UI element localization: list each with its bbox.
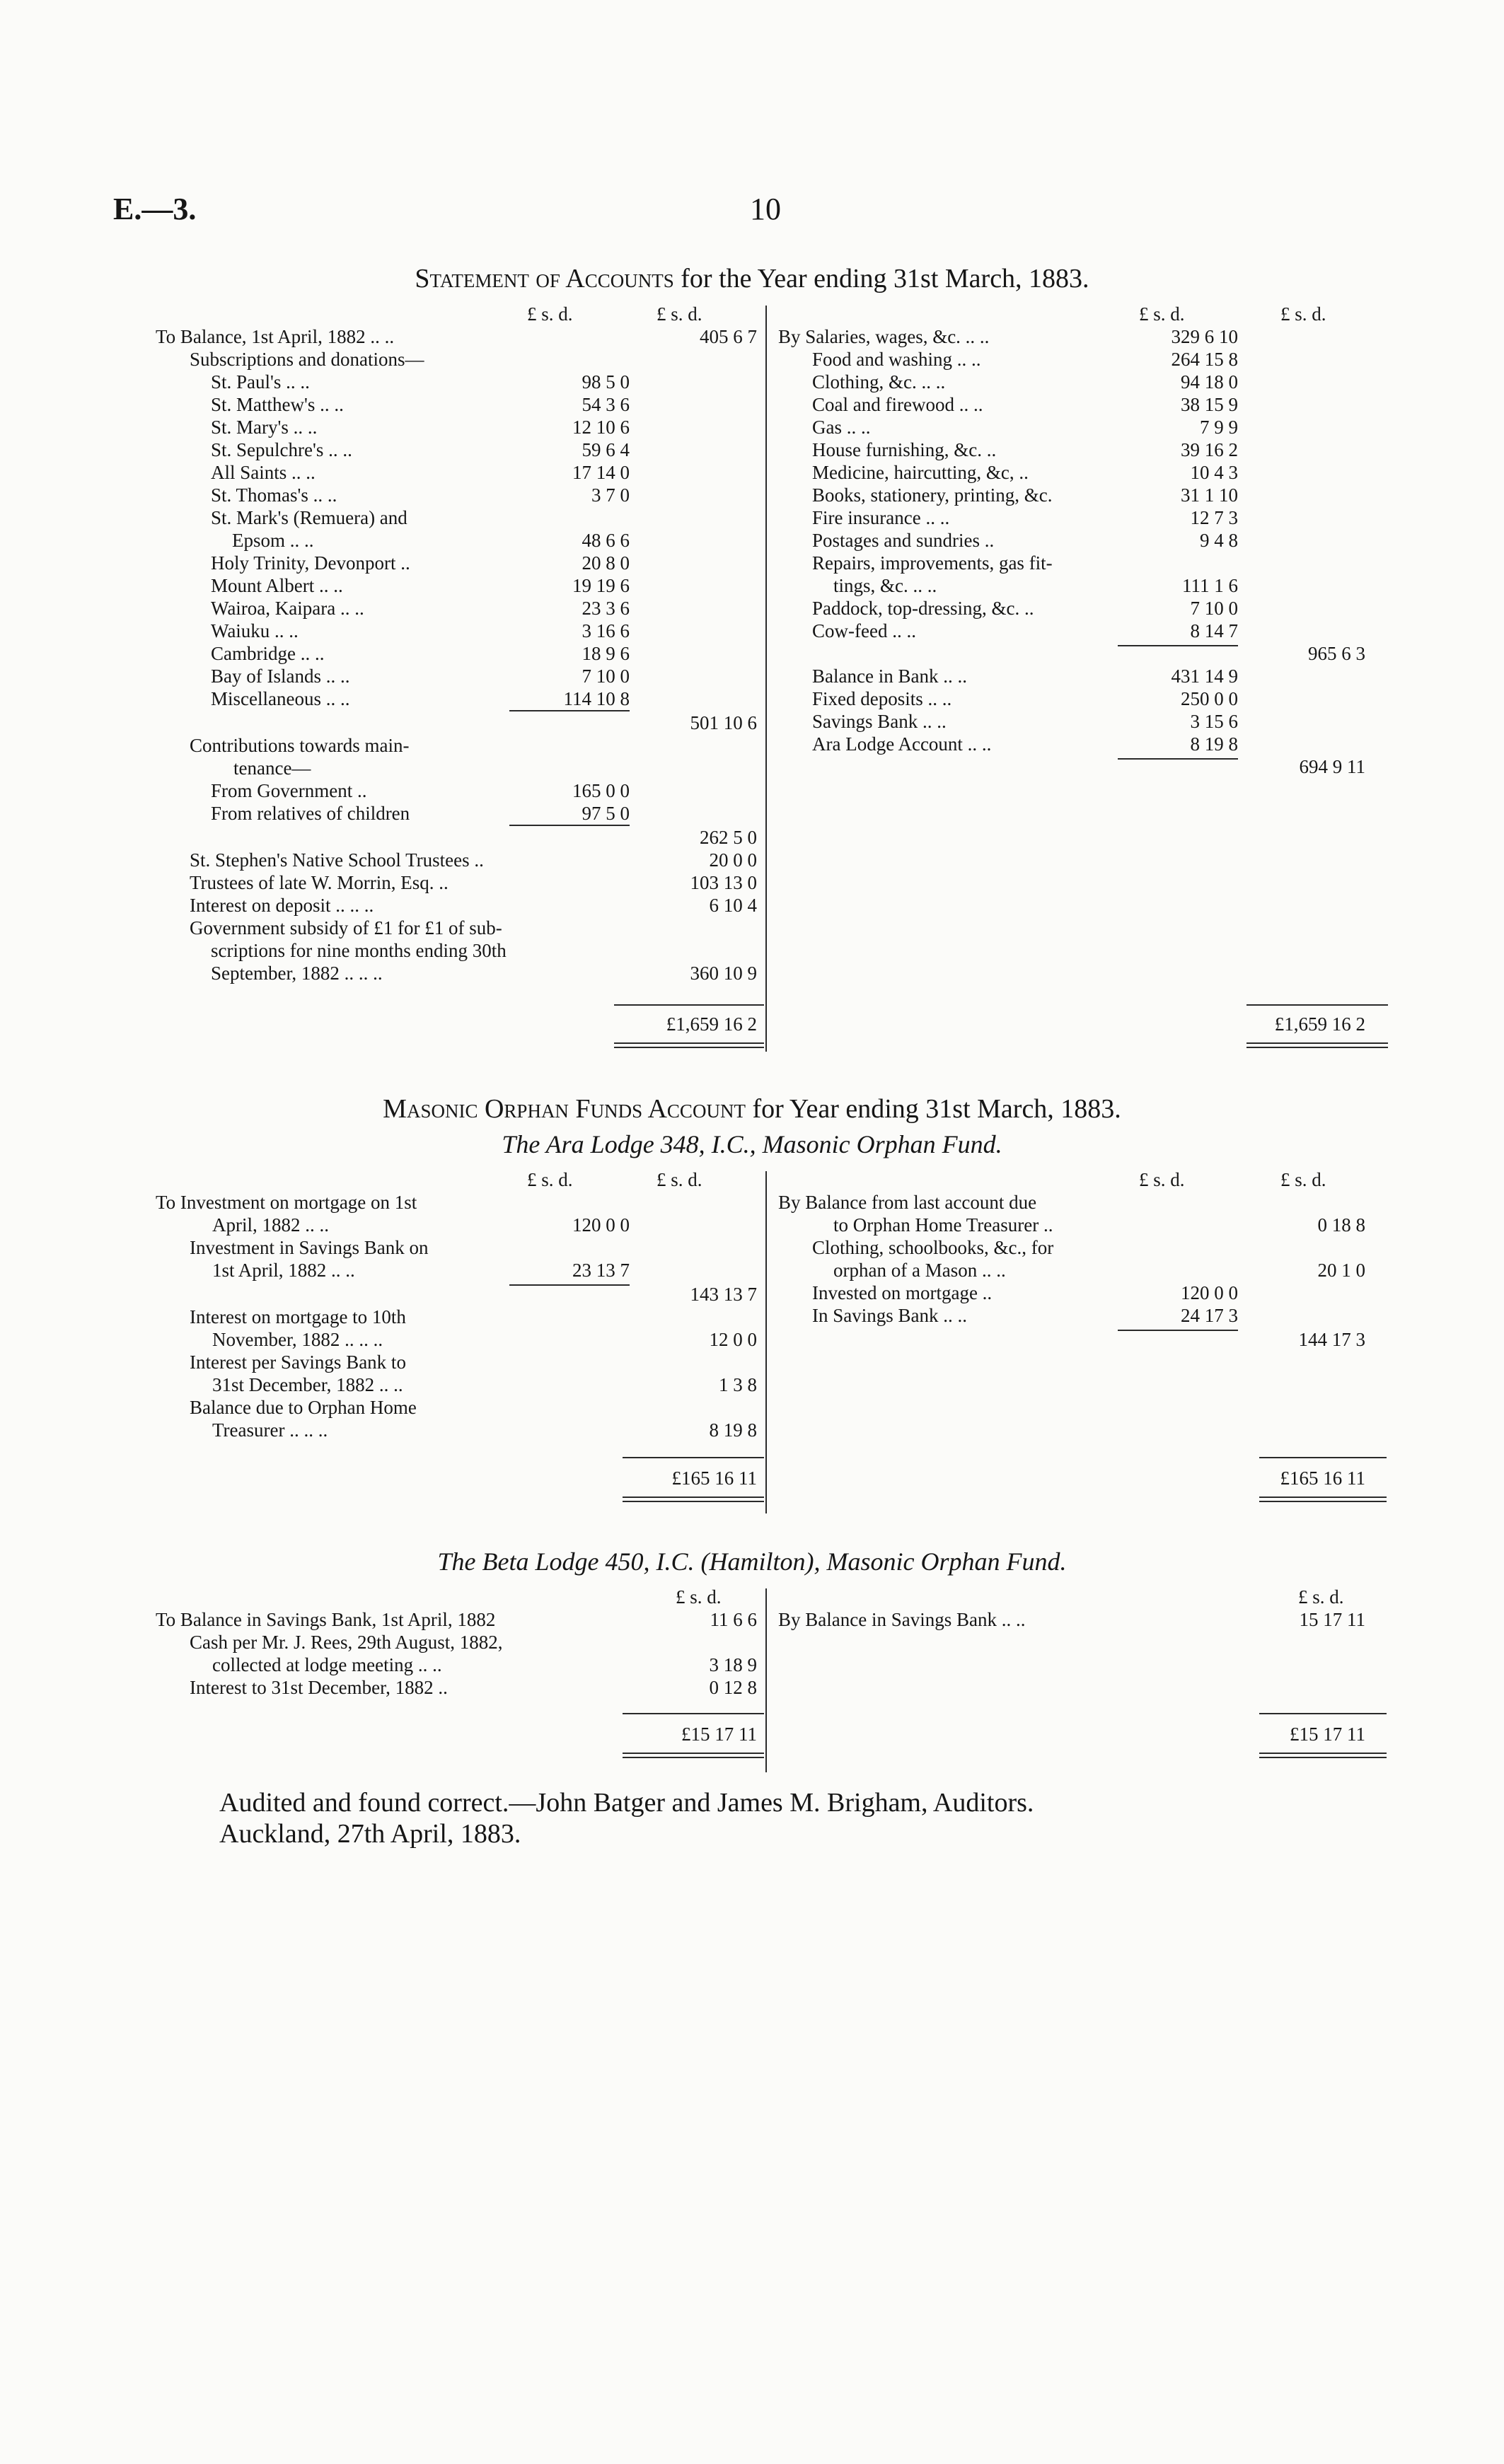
rule	[509, 710, 630, 711]
col-header-left-2: £ s. d.	[656, 303, 702, 325]
sub-amount: 54 3 6	[582, 394, 630, 415]
rule	[1118, 1330, 1238, 1331]
double-rule	[1259, 1753, 1387, 1758]
ara-int1-label: Interest on mortgage to 10th	[190, 1306, 406, 1327]
ara-right-total: £165 16 11	[1280, 1468, 1365, 1489]
balance-label: Ara Lodge Account .. ..	[812, 733, 992, 755]
balance-label: Balance in Bank .. ..	[812, 666, 967, 687]
cowfeed-label: Cow-feed .. ..	[812, 620, 916, 641]
expense-amount: 264 15 8	[1171, 349, 1238, 370]
expense-label: Medicine, haircutting, &c, ..	[812, 462, 1029, 483]
subsidy-label: Government subsidy of £1 for £1 of sub-	[190, 917, 502, 938]
col-header-left: £ s. d.	[676, 1586, 722, 1608]
sub-label: Cambridge .. ..	[211, 643, 325, 664]
ara-lodge-title: The Ara Lodge 348, I.C., Masonic Orphan Fund.	[502, 1130, 1002, 1158]
balance-amount: 3 15 6	[1190, 711, 1238, 732]
beta-l1-amount: 11 6 6	[710, 1609, 757, 1630]
balance-amount: 8 19 8	[1190, 733, 1238, 755]
statement-divider	[765, 306, 767, 1052]
balance-amount: 250 0 0	[1181, 688, 1238, 709]
sub-amount: 23 3 6	[582, 598, 630, 619]
cowfeed-amount: 8 14 7	[1190, 620, 1238, 641]
beta-right-total: £15 17 11	[1290, 1724, 1365, 1745]
sub-amount: 7 10 0	[582, 666, 630, 687]
other-label: Interest on deposit .. .. ..	[190, 895, 374, 916]
sub-amount: 48 6 6	[582, 530, 630, 551]
ara-inv-total: 143 13 7	[690, 1284, 757, 1305]
ara-b4-amount: 24 17 3	[1181, 1305, 1238, 1326]
rule	[509, 825, 630, 826]
contrib-label: From Government ..	[211, 780, 367, 801]
expense-amount: 38 15 9	[1181, 394, 1238, 415]
expense-label: Books, stationery, printing, &c.	[812, 484, 1053, 506]
balance-label: Fixed deposits .. ..	[812, 688, 952, 709]
ara-int1-amount: 12 0 0	[709, 1329, 757, 1350]
sub-amount: 3 7 0	[591, 484, 630, 506]
double-rule	[614, 1042, 764, 1048]
ara-b2-label-2: orphan of a Mason .. ..	[833, 1260, 1006, 1281]
sub-label: Miscellaneous .. ..	[211, 688, 350, 709]
sub-label: St. Thomas's .. ..	[211, 484, 337, 506]
col-header-right-1: £ s. d.	[1139, 1169, 1185, 1190]
expense-amount: 10 4 3	[1190, 462, 1238, 483]
sub-amount: 19 19 6	[572, 575, 630, 596]
double-rule	[1246, 1042, 1388, 1048]
other-amount: 20 0 0	[709, 849, 757, 871]
ara-b1-amount: 0 18 8	[1317, 1214, 1365, 1236]
col-header-right-1: £ s. d.	[1139, 303, 1185, 325]
contrib-amount: 97 5 0	[582, 803, 630, 824]
col-header-left-2: £ s. d.	[656, 1169, 702, 1190]
salaries-label: By Salaries, wages, &c. .. ..	[778, 326, 990, 347]
ara-inv2-amount: 23 13 7	[572, 1260, 630, 1281]
ara-inv1-label: To Investment on mortgage on 1st	[156, 1192, 417, 1213]
statement-title	[0, 264, 1504, 294]
ara-bal-amount: 8 19 8	[709, 1419, 757, 1441]
expense-label: House furnishing, &c. ..	[812, 439, 997, 460]
other-label: Trustees of late W. Morrin, Esq. ..	[190, 872, 449, 893]
expense-label: Postages and sundries ..	[812, 530, 995, 551]
col-header-right-2: £ s. d.	[1280, 1169, 1326, 1190]
sub-label: All Saints .. ..	[211, 462, 316, 483]
ara-bal-label-2: Treasurer .. .. ..	[212, 1419, 328, 1441]
beta-l2-label-2: collected at lodge meeting .. ..	[212, 1654, 442, 1675]
subscriptions-label: Subscriptions and donations—	[190, 349, 424, 370]
to-balance-amount: 405 6 7	[700, 326, 757, 347]
repairs-label: Repairs, improvements, gas fit-	[812, 552, 1053, 574]
ara-left-total: £165 16 11	[671, 1468, 757, 1489]
beta-l3-amount: 0 12 8	[709, 1677, 757, 1698]
beta-l2-label: Cash per Mr. J. Rees, 29th August, 1882,	[190, 1632, 503, 1653]
masonic-title-rest: for Year ending 31st March, 1883.	[752, 1094, 1121, 1124]
rule	[1259, 1713, 1387, 1714]
paddock-label: Paddock, top-dressing, &c. ..	[812, 598, 1034, 619]
col-header-left-1: £ s. d.	[527, 303, 573, 325]
balance-label: Savings Bank .. ..	[812, 711, 947, 732]
beta-divider	[765, 1588, 767, 1772]
statement-title-rest: for the Year ending 31st March, 1883.	[681, 264, 1089, 294]
subsidy-label-2: scriptions for nine months ending 30th	[211, 940, 507, 961]
audit-statement: Audited and found correct.—John Batger and James M. Brigham, Auditors.	[219, 1788, 1034, 1818]
expense-label: Coal and firewood .. ..	[812, 394, 983, 415]
sub-label: Wairoa, Kaipara .. ..	[211, 598, 364, 619]
rule	[623, 1457, 764, 1458]
expense-amount: 7 9 9	[1200, 417, 1238, 438]
double-rule	[623, 1753, 764, 1758]
other-label: St. Stephen's Native School Trustees ..	[190, 849, 484, 871]
ara-inv2-label-2: 1st April, 1882 .. ..	[212, 1260, 355, 1281]
sub-label: Holy Trinity, Devonport ..	[211, 552, 410, 574]
expense-label: Fire insurance .. ..	[812, 507, 950, 528]
expense-amount: 9 4 8	[1200, 530, 1238, 551]
ara-b1-label-2: to Orphan Home Treasurer ..	[833, 1214, 1053, 1236]
sub-label: Epsom .. ..	[232, 530, 314, 551]
ara-int2-label-2: 31st December, 1882 .. ..	[212, 1374, 403, 1395]
ara-inv1-label-2: April, 1882 .. ..	[212, 1214, 329, 1236]
double-rule	[1259, 1497, 1387, 1502]
ara-int2-amount: 1 3 8	[719, 1374, 757, 1395]
sub-amount: 59 6 4	[582, 439, 630, 460]
statement-title-sc: Statement of Accounts	[415, 264, 674, 294]
paddock-amount: 7 10 0	[1190, 598, 1238, 619]
sub-amount: 3 16 6	[582, 620, 630, 641]
rule	[509, 1284, 630, 1286]
rule	[1246, 1004, 1388, 1006]
sub-label: St. Sepulchre's .. ..	[211, 439, 352, 460]
rule	[1259, 1457, 1387, 1458]
ara-b4-label: In Savings Bank .. ..	[812, 1305, 967, 1326]
ara-divider	[765, 1171, 767, 1513]
col-header-right: £ s. d.	[1298, 1586, 1344, 1608]
other-amount: 103 13 0	[690, 872, 757, 893]
ara-b2-amount: 20 1 0	[1317, 1260, 1365, 1281]
ara-b-total: 144 17 3	[1298, 1329, 1365, 1350]
sub-amount: 98 5 0	[582, 371, 630, 393]
expense-amount: 31 1 10	[1181, 484, 1238, 506]
expense-label: Food and washing .. ..	[812, 349, 981, 370]
sub-amount: 20 8 0	[582, 552, 630, 574]
sub-label: Waiuku .. ..	[211, 620, 299, 641]
col-header-right-2: £ s. d.	[1280, 303, 1326, 325]
repairs-label-2: tings, &c. .. ..	[833, 575, 937, 596]
double-rule	[623, 1497, 764, 1502]
beta-left-total: £15 17 11	[681, 1724, 757, 1745]
beta-l2-amount: 3 18 9	[709, 1654, 757, 1675]
repairs-amount: 111 1 6	[1182, 575, 1238, 596]
contributions-label-2: tenance—	[233, 757, 311, 779]
beta-r1-label: By Balance in Savings Bank .. ..	[778, 1609, 1026, 1630]
sub-amount: 17 14 0	[572, 462, 630, 483]
expense-amount: 39 16 2	[1181, 439, 1238, 460]
audit-place-date: Auckland, 27th April, 1883.	[219, 1819, 521, 1849]
ara-int1-label-2: November, 1882 .. .. ..	[212, 1329, 383, 1350]
rule	[614, 1004, 764, 1006]
expense-amount: 12 7 3	[1190, 507, 1238, 528]
balance-amount: 431 14 9	[1171, 666, 1238, 687]
sub-amount: 18 9 6	[582, 643, 630, 664]
beta-lodge-title: The Beta Lodge 450, I.C. (Hamilton), Masonic Orphan Fund.	[437, 1547, 1067, 1576]
rule	[623, 1713, 764, 1714]
subsidy-amount: 360 10 9	[690, 963, 757, 984]
document-code: E.—3.	[113, 192, 197, 226]
rule	[1118, 645, 1238, 646]
sub-label: St. Matthew's .. ..	[211, 394, 344, 415]
right-grand-total: £1,659 16 2	[1274, 1013, 1365, 1035]
col-header-left-1: £ s. d.	[527, 1169, 573, 1190]
rule	[1118, 758, 1238, 760]
ara-inv1-amount: 120 0 0	[572, 1214, 630, 1236]
sub-label: St. Paul's .. ..	[211, 371, 310, 393]
contributions-label: Contributions towards main-	[190, 735, 410, 756]
ara-b3-label: Invested on mortgage ..	[812, 1282, 993, 1303]
sub-label: Bay of Islands .. ..	[211, 666, 350, 687]
contrib-label: From relatives of children	[211, 803, 410, 824]
to-balance-label: To Balance, 1st April, 1882 .. ..	[156, 326, 395, 347]
other-amount: 6 10 4	[709, 895, 757, 916]
left-grand-total: £1,659 16 2	[666, 1013, 757, 1035]
subscriptions-total: 501 10 6	[690, 712, 757, 733]
sub-label: St. Mary's .. ..	[211, 417, 318, 438]
ara-inv2-label: Investment in Savings Bank on	[190, 1237, 429, 1258]
expense-label: Gas .. ..	[812, 417, 871, 438]
page-number: 10	[750, 192, 781, 226]
expenses-total: 965 6 3	[1308, 643, 1365, 664]
balances-total: 694 9 11	[1299, 756, 1365, 777]
ara-b3-amount: 120 0 0	[1181, 1282, 1238, 1303]
subsidy-label-3: September, 1882 .. .. ..	[211, 963, 383, 984]
ara-b2-label: Clothing, schoolbooks, &c., for	[812, 1237, 1054, 1258]
ara-bal-label: Balance due to Orphan Home	[190, 1397, 417, 1418]
ara-b1-label: By Balance from last account due	[778, 1192, 1037, 1213]
contrib-amount: 165 0 0	[572, 780, 630, 801]
masonic-title-sc: Masonic Orphan Funds Account	[383, 1094, 746, 1124]
beta-l1-label: To Balance in Savings Bank, 1st April, 1882	[156, 1609, 496, 1630]
beta-l3-label: Interest to 31st December, 1882 ..	[190, 1677, 448, 1698]
sub-label: Mount Albert .. ..	[211, 575, 343, 596]
masonic-title	[0, 1094, 1504, 1124]
contributions-total: 262 5 0	[700, 827, 757, 848]
sub-label: St. Mark's (Remuera) and	[211, 507, 407, 528]
ara-int2-label: Interest per Savings Bank to	[190, 1352, 406, 1373]
beta-r1-amount: 15 17 11	[1299, 1609, 1365, 1630]
expense-amount: 94 18 0	[1181, 371, 1238, 393]
sub-amount: 114 10 8	[563, 688, 630, 709]
salaries-amount: 329 6 10	[1171, 326, 1238, 347]
sub-amount: 12 10 6	[572, 417, 630, 438]
expense-label: Clothing, &c. .. ..	[812, 371, 946, 393]
